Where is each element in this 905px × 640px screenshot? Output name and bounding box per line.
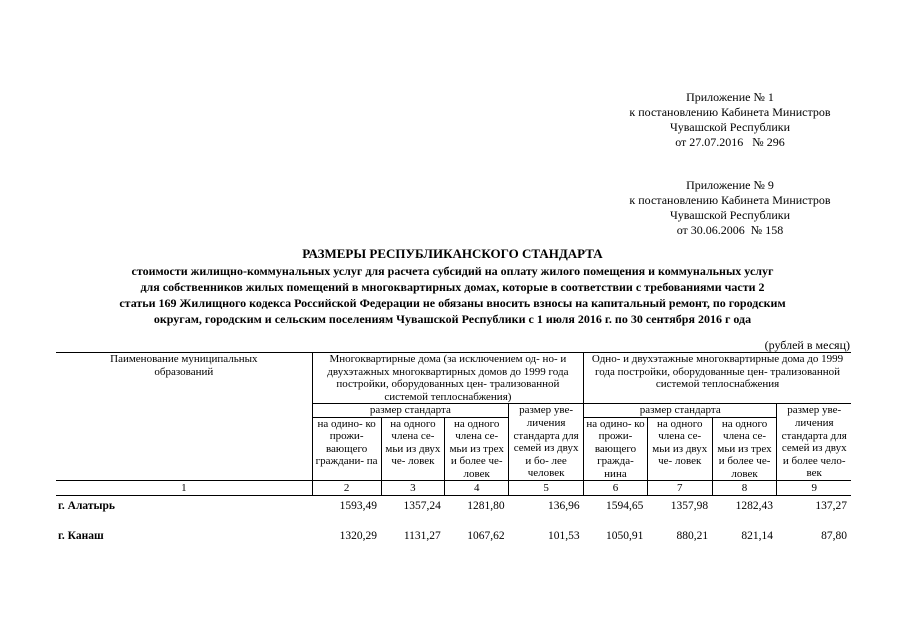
column-number: 7	[647, 481, 712, 496]
value-cell: 880,21	[676, 530, 709, 542]
column-number: 4	[445, 481, 509, 496]
column-number-row	[56, 481, 851, 496]
table-row-kanash	[56, 526, 851, 556]
header-b-single: на одино- ко прожи- вающего гражда- нина	[584, 417, 648, 481]
header-increase-a: размер уве-	[509, 404, 584, 418]
value-cell: 1281,80	[467, 500, 505, 512]
column-number: 5	[509, 481, 584, 496]
appendix-1-date: от 27.07.2016 № 296	[675, 135, 785, 149]
column-number: 8	[712, 481, 777, 496]
subtitle-line-4: округам, городским и сельским поселениям Чувашской Республики с 1 июля 2016 г. по 30 сентября 2016 г ода	[153, 312, 752, 326]
municipality-name: г. Канаш	[58, 530, 104, 542]
appendix-9-header	[560, 178, 900, 238]
appendix-1-republic: Чувашской Республики	[669, 120, 791, 134]
subtitle-line-3: статьи 169 Жилищного кодекса Российской Федерации не обязаны вносить взносы на капитальный ремонт, по городским	[119, 296, 786, 310]
header-a-single: на одино- ко прожи- вающего граждани- па	[312, 417, 381, 481]
header-b-increase: личения стандарта для семей из двух и более чело- век	[777, 417, 851, 481]
appendix-1-header	[560, 90, 900, 150]
municipality-name: г. Алатырь	[58, 500, 115, 512]
header-group-a: Многоквартирные дома (за исключением од- но- и двухэтажных многоквартирных домов до 1999 года постройки, оборудованных цен- трализованной системой теплоснабжения)	[312, 353, 583, 404]
column-number: 9	[777, 481, 851, 496]
header-a-three: на одного члена се- мьи из трех и более че- ловек	[445, 417, 509, 481]
appendix-9-reference: к постановлению Кабинета Министров	[629, 193, 831, 207]
value-cell: 1131,27	[403, 530, 441, 542]
subsidy-standard-table	[56, 352, 851, 556]
value-cell: 101,53	[547, 530, 580, 542]
header-increase-b: размер уве-	[777, 404, 851, 418]
value-cell: 1593,49	[339, 500, 378, 512]
table-row-alatyr	[56, 496, 851, 527]
value-cell: 1594,65	[605, 500, 644, 512]
value-cell: 1357,98	[670, 500, 709, 512]
value-cell: 1067,62	[467, 530, 505, 542]
column-number: 3	[381, 481, 445, 496]
header-a-two: на одного члена се- мьи из двух че- ловек	[381, 417, 445, 481]
appendix-9-date: от 30.06.2006 № 158	[676, 223, 784, 237]
column-number: 1	[56, 481, 312, 496]
value-cell: 136,96	[547, 500, 580, 512]
header-municipality: Паименование муниципальных образований	[56, 353, 312, 481]
header-b-three: на одного члена се- мьи из трех и более че- ловек	[712, 417, 777, 481]
subtitle-line-2: для собственников жилых помещений в многоквартирных домах, которые в соответствии с требованиями части 2	[140, 280, 765, 294]
value-cell: 1282,43	[735, 500, 773, 512]
value-cell: 1357,24	[403, 500, 441, 512]
header-standard-size-b: размер стандарта	[584, 404, 777, 418]
column-number: 2	[312, 481, 381, 496]
value-cell: 821,14	[741, 530, 773, 542]
units-note: (рублей в месяц)	[764, 338, 850, 352]
document-subtitle	[40, 263, 865, 327]
appendix-1-reference: к постановлению Кабинета Министров	[629, 105, 831, 119]
value-cell: 1320,29	[339, 530, 378, 542]
value-cell: 87,80	[821, 530, 847, 542]
header-group-b: Одно- и двухэтажные многоквартирные дома до 1999 года постройки, оборудованные цен- трализованной системой теплоснабжения	[584, 353, 851, 404]
header-standard-size-a: размер стандарта	[312, 404, 508, 418]
appendix-9-number: Приложение № 9	[686, 178, 774, 192]
header-b-two: на одного члена се- мьи из двух че- ловек	[647, 417, 712, 481]
subtitle-line-1: стоимости жилищно-коммунальных услуг для расчета субсидий на оплату жилого помещения и коммунальных услуг	[131, 264, 774, 278]
column-number: 6	[584, 481, 648, 496]
value-cell: 1050,91	[605, 530, 644, 542]
header-a-increase: личения стандарта для семей из двух и бо- лее человек	[509, 417, 584, 481]
document-title: РАЗМЕРЫ РЕСПУБЛИКАНСКОГО СТАНДАРТА	[302, 246, 603, 261]
appendix-9-republic: Чувашской Республики	[669, 208, 791, 222]
appendix-1-number: Приложение № 1	[686, 90, 774, 104]
value-cell: 137,27	[815, 500, 847, 512]
